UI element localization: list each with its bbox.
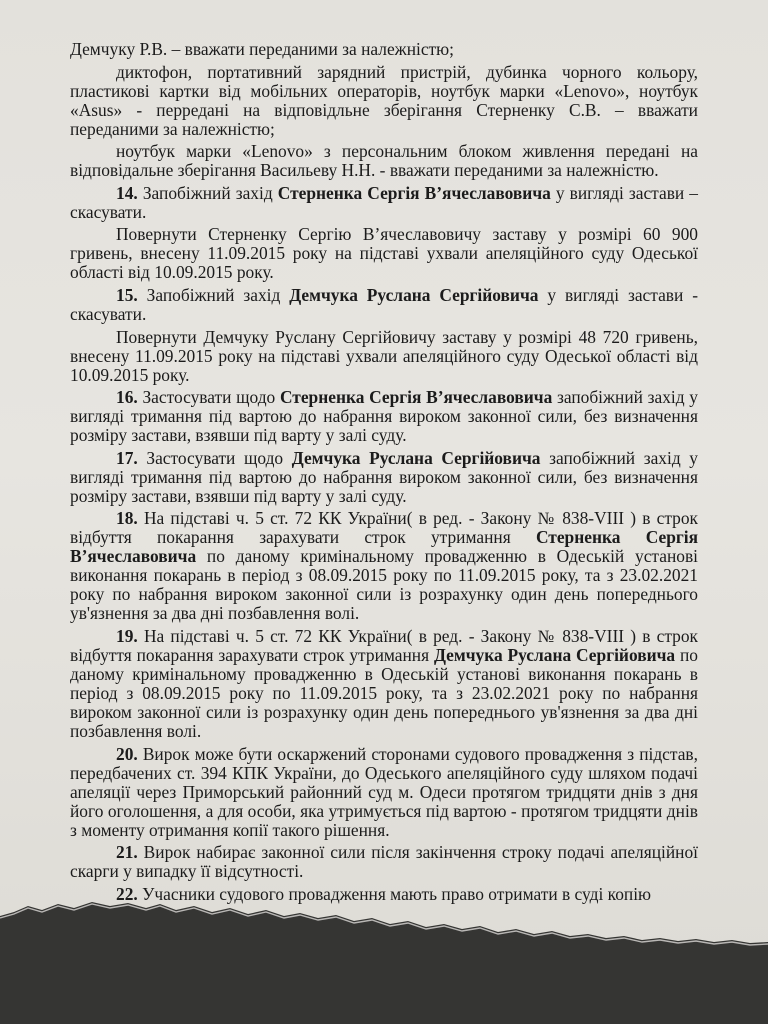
item-18: [70, 509, 698, 623]
item-text: На підставі ч. 5 ст. 72 КК України( в ред. - Закону № 838-VIII ) в строк відбуття покарання зарахувати строк утримання: [70, 508, 698, 548]
paragraph: [70, 328, 698, 385]
item-20: [70, 745, 698, 840]
item-text: Застосувати щодо: [137, 447, 292, 468]
person-name: Демчука Руслана Сергійовича: [291, 447, 541, 468]
item-number: 17.: [116, 447, 138, 468]
paragraph-text: Повернути Стерненку Сергію В’ячеславовичу заставу у розмірі 60 900 гривень, внесену 11.09.2015 року на підставі ухвали апеляційного суду Одеської області від 10.09.2015 року.: [70, 224, 698, 283]
paragraph-text: Демчуку Р.В. – вважати переданими за належністю;: [70, 39, 454, 59]
item-number: 16.: [116, 387, 138, 408]
item-text: Вирок набирає законної сили після закінчення строку подачі апеляційної скарги у випадку її відсутності.: [70, 842, 698, 882]
item-number: 18.: [116, 508, 138, 529]
item-15: [70, 286, 698, 324]
person-name: Стерненка Сергія В’ячеславовича: [70, 527, 699, 567]
item-text: по даному кримінальному провадженню в Одеській установі виконання покарань в період з 08.09.2015 року по 11.09.2015 року, та з 23.02.2021 року по набрання вироком законної сили із розрахунку один день попереднього ув'язнення за два дні позбавлення волі.: [70, 644, 698, 741]
paragraph-text: Повернути Демчуку Руслану Сергійовичу заставу у розмірі 48 720 гривень, внесену 11.09.2015 року на підставі ухвали апеляційного суду Одеської області від 10.09.2015 року.: [70, 326, 698, 385]
item-number: 22.: [116, 883, 138, 904]
paragraph: [70, 40, 698, 59]
item-number: 21.: [116, 842, 138, 863]
item-19: [70, 627, 698, 741]
torn-page-edge: [0, 894, 768, 1024]
paragraph-text: ноутбук марки «Lenovo» з персональним блоком живлення передані на відповідальне зберігання Васильеву Н.Н. - вважати переданими за належністю.: [70, 141, 698, 181]
person-name: Демчука Руслана Сергійовича: [289, 284, 539, 305]
person-name: Стерненка Сергія В’ячеславовича: [277, 182, 551, 203]
item-number: 19.: [116, 625, 138, 646]
paragraph: [70, 225, 698, 282]
item-17: [70, 449, 698, 506]
item-text: Учасники судового провадження мають право отримати в суді копію: [137, 883, 652, 904]
item-14: [70, 184, 698, 222]
paragraph: [70, 142, 698, 180]
item-text: запобіжний захід у вигляді тримання під вартою до набрання вироком законної сили, без визначення розміру застави, взявши під варту у залі суду.: [70, 387, 698, 446]
person-name: Стерненка Сергія В’ячеславовича: [279, 387, 553, 408]
item-text: На підставі ч. 5 ст. 72 КК України( в ред. - Закону № 838-VIII ) в строк відбуття покарання зарахувати строк утримання: [70, 625, 698, 665]
person-name: Демчука Руслана Сергійовича: [433, 644, 676, 665]
item-text: Запобіжний захід: [137, 182, 278, 203]
item-16: [70, 388, 698, 445]
item-text: Вирок може бути оскаржений сторонами судового провадження з підстав, передбачених ст. 394 КПК України, до Одеського апеляційного суду шляхом подачі апеляції через Приморський районний суд м. Одеси протягом тридцяти днів з дня його оголошення, а для особи, яка утримується під вартою - протягом тридцяти днів з моменту отримання копії такого рішення.: [70, 743, 698, 840]
paragraph: [70, 63, 698, 139]
item-text: Запобіжний захід: [137, 284, 290, 305]
item-text: запобіжний захід у вигляді тримання під вартою до набрання вироком законної сили, без визначення розміру застави, взявши під варту у залі суду.: [70, 447, 699, 506]
item-21: [70, 843, 698, 881]
item-text: у вигляді застави – скасувати.: [70, 182, 698, 222]
item-text: по даному кримінальному провадженню в Одеській установі виконання покарань в період з 08.09.2015 року по 11.09.2015 року, та з 23.02.2021 року по набрання вироком законної сили із розрахунку один день попереднього ув'язнення за два дні позбавлення волі.: [70, 546, 698, 624]
item-number: 15.: [116, 284, 138, 305]
item-text: Застосувати щодо: [137, 387, 280, 408]
item-text: у вигляді застави - скасувати.: [70, 284, 699, 324]
item-number: 20.: [116, 743, 138, 764]
paragraph-text: диктофон, портативний зарядний пристрій, дубинка чорного кольору, пластикові картки від мобільних операторів, ноутбук марки «Lenovo», ноутбук «Asus» - перредані на відповідльне зберігання Стерненку С.В. – вважати переданими за належністю;: [70, 61, 698, 139]
document-text: [70, 40, 698, 907]
item-number: 14.: [116, 182, 138, 203]
